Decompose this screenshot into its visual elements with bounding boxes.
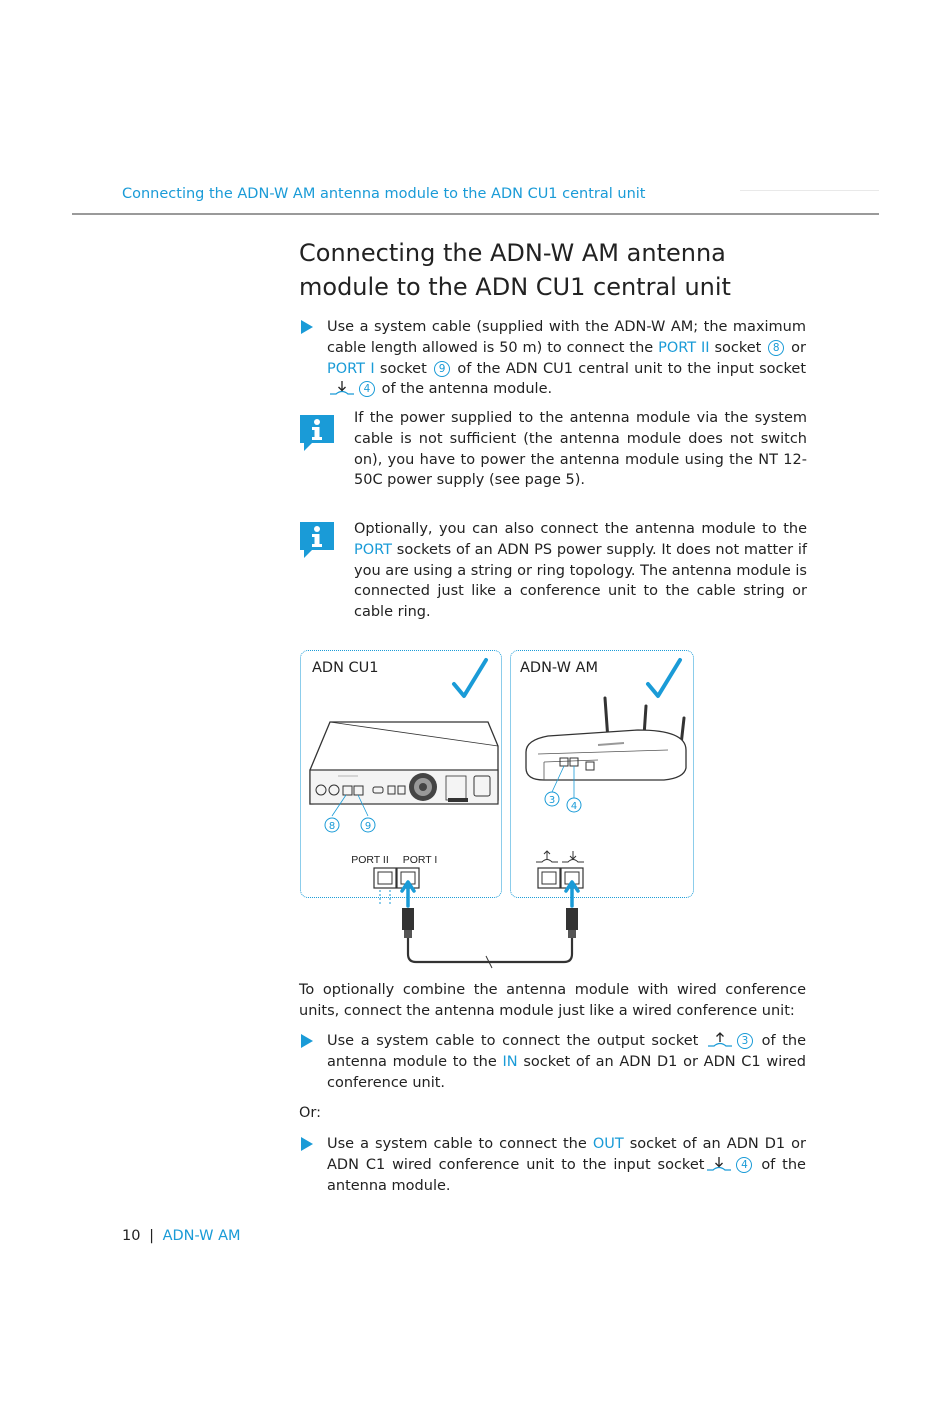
- step-2-text: Use a system cable to connect the output socket 3 of the antenna module to the IN socket of an ADN D1 or ADN C1 wired conference unit.: [327, 1033, 807, 1091]
- output-socket-icon: [707, 1032, 733, 1048]
- info-1-text: If the power supplied to the antenna module via the system cable is not sufficient (the antenna module does not switch on), you have to power the antenna module using the NT 12-50C power supply (see page 5).: [354, 410, 807, 489]
- adn-w-am-label: ADN-W AM: [520, 660, 598, 676]
- in-ref: IN: [502, 1053, 518, 1070]
- running-header: Connecting the ADN-W AM antenna module to the ADN CU1 central unit: [122, 186, 646, 202]
- connection-diagram: [298, 650, 698, 970]
- callout-4-ref: 4: [736, 1157, 752, 1173]
- output-socket-icon: [536, 851, 558, 862]
- checkmark-icon: [648, 660, 680, 696]
- port-ii-ref: PORT II: [658, 339, 710, 356]
- callout-4-ref: 4: [359, 381, 375, 397]
- info-icon: [300, 522, 334, 558]
- callout-3: 3: [548, 795, 556, 806]
- out-ref: OUT: [592, 1136, 624, 1152]
- cable-plug: [566, 908, 578, 930]
- callout-3-ref: 3: [737, 1033, 753, 1049]
- callout-9-ref: 9: [434, 361, 450, 377]
- or-text: Or:: [299, 1105, 322, 1121]
- page-number: 10: [122, 1228, 141, 1244]
- bullet-arrow-icon: [301, 320, 313, 334]
- page-footer: [122, 1228, 241, 1244]
- input-socket-icon: [562, 851, 584, 862]
- adn-w-am-device-illustration: [526, 698, 686, 780]
- info-2-text: Optionally, you can also connect the antenna module to the PORT sockets of an ADN PS power supply. It does not matter if you are using a string or ring topology. The antenna module is connected just like a conference unit to the cable string or cable ring.: [354, 521, 807, 621]
- step-1-text: Use a system cable (supplied with the ADN-W AM; the maximum cable length allowed is 50 m) to connect the PORT II socket 8 or PORT I socket 9 of the ADN CU1 central unit to the input socket 4 of the antenna module.: [327, 319, 806, 398]
- header-rule: [72, 213, 879, 215]
- arrow-up-icon: [566, 882, 578, 906]
- port-ref: PORT: [354, 541, 393, 558]
- header-rule-fade: [740, 190, 879, 191]
- checkmark-icon: [454, 660, 486, 696]
- combine-text: To optionally combine the antenna module with wired conference units, connect the antenna module just like a wired conference unit:: [299, 982, 806, 1019]
- bullet-arrow-icon: [301, 1137, 313, 1151]
- port-ii-socket: [374, 868, 396, 888]
- callout-9: 9: [364, 821, 372, 832]
- footer-product: ADN-W AM: [162, 1228, 241, 1244]
- footer-separator: |: [149, 1228, 154, 1244]
- step-3-text: Use a system cable to connect the OUT socket of an ADN D1 or ADN C1 wired conference unit to the input socket 4 of the antenna module.: [327, 1136, 807, 1194]
- adn-cu1-label: ADN CU1: [312, 660, 379, 676]
- info-icon: [300, 415, 334, 451]
- port-i-ref: PORT I: [327, 360, 375, 377]
- port-i-label: PORT I: [402, 854, 438, 866]
- adn-cu1-device-illustration: [310, 722, 498, 804]
- page-title: Connecting the ADN-W AM antenna module to the ADN CU1 central unit: [299, 239, 731, 301]
- output-socket: [538, 868, 560, 888]
- callout-8: 8: [328, 821, 336, 832]
- cable-plug: [402, 908, 414, 930]
- callout-4: 4: [570, 801, 578, 812]
- system-cable: [408, 938, 572, 962]
- arrow-up-icon: [402, 882, 414, 906]
- input-socket-icon: [706, 1156, 732, 1172]
- callout-8-ref: 8: [768, 340, 784, 356]
- input-socket-icon: [329, 380, 355, 396]
- bullet-arrow-icon: [301, 1034, 313, 1048]
- port-ii-label: PORT II: [351, 854, 389, 866]
